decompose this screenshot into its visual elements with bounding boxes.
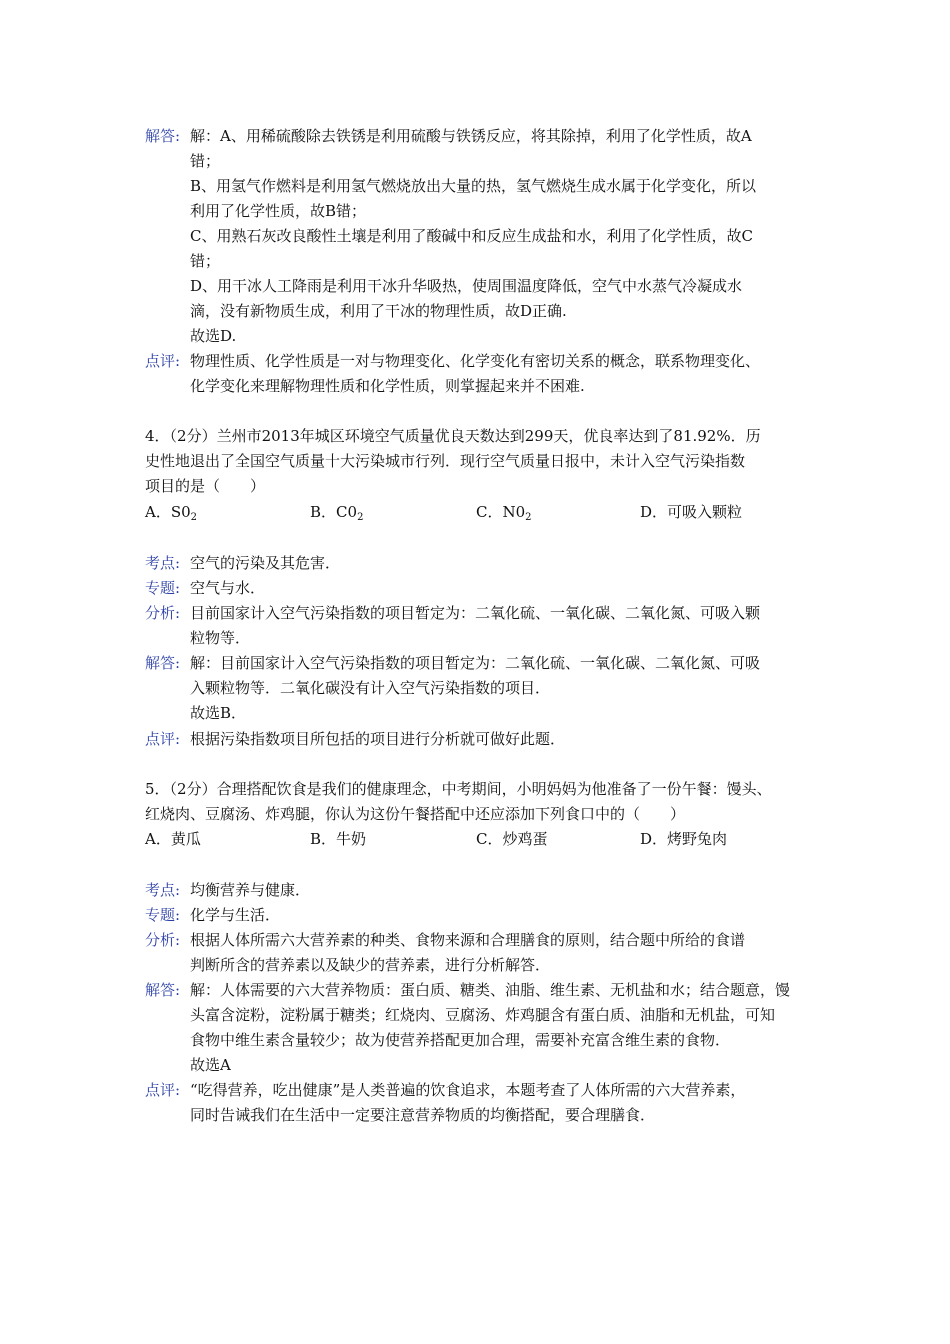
q3-answer-line: 解：A、用稀硫酸除去铁锈是利用硫酸与铁锈反应，将其除掉，利用了化学性质，故A bbox=[190, 127, 752, 145]
q3-answer-line: 利用了化学性质，故B错； bbox=[190, 202, 367, 220]
q5-comment-line: “吃得营养，吃出健康”是人类普遍的饮食追求，本题考查了人体所需的六大营养素， bbox=[190, 1081, 746, 1099]
q3-answer-line: B、用氢气作燃料是利用氢气燃烧放出大量的热，氢气燃烧生成水属于化学变化，所以 bbox=[190, 177, 757, 195]
q5-analysis-line: 判断所含的营养素以及缺少的营养素，进行分析解答． bbox=[190, 956, 551, 974]
q5-question-line: 5．（2分）合理搭配饮食是我们的健康理念，中考期间，小明妈妈为他准备了一份午餐：馒头、 bbox=[145, 780, 772, 798]
q3-comment-line: 化学变化来理解物理性质和化学性质，则掌握起来并不困难. bbox=[190, 377, 585, 395]
q4-answer-line: 入颗粒物等．二氧化碳没有计入空气污染指数的项目． bbox=[190, 679, 551, 697]
q4-answer-line: 解：目前国家计入空气污染指数的项目暂定为：二氧化硫、一氧化碳、二氧化氮、可吸 bbox=[190, 654, 761, 672]
label-topic: 考点: bbox=[145, 554, 181, 572]
q5-answer-line: 头富含淀粉，淀粉属于糖类；红烧肉、豆腐汤、炸鸡腿含有蛋白质、油脂和无机盐，可知 bbox=[190, 1006, 776, 1024]
q4-question-line: 项目的是（ ） bbox=[145, 477, 266, 495]
label-subject: 专题: bbox=[145, 579, 181, 597]
q3-answer-line: 故选D. bbox=[190, 327, 237, 345]
q4-answer-line: 故选B． bbox=[190, 704, 247, 722]
q4-option-b: B．$C0_2$ bbox=[310, 503, 364, 523]
q5-analysis-line: 根据人体所需六大营养素的种类、食物来源和合理膳食的原则，结合题中所给的食谱 bbox=[190, 931, 746, 949]
q3-comment-line: 物理性质、化学性质是一对与物理变化、化学变化有密切关系的概念，联系物理变化、 bbox=[190, 352, 761, 370]
q5-comment-line: 同时告诫我们在生活中一定要注意营养物质的均衡搭配，要合理膳食． bbox=[190, 1106, 656, 1124]
label-answer: 解答: bbox=[145, 981, 181, 999]
q5-option-c: C．炒鸡蛋 bbox=[476, 830, 548, 848]
q5-option-b: B．牛奶 bbox=[310, 830, 367, 848]
q4-comment: 根据污染指数项目所包括的项目进行分析就可做好此题． bbox=[190, 730, 566, 748]
label-comment: 点评: bbox=[145, 730, 181, 748]
q4-option-a: A．$S0_2$ bbox=[145, 503, 198, 523]
q4-topic: 空气的污染及其危害． bbox=[190, 554, 341, 572]
q4-option-d: D．可吸入颗粒 bbox=[640, 503, 743, 521]
q3-answer-line: 滴，没有新物质生成，利用了干冰的物理性质，故D正确. bbox=[190, 302, 567, 320]
label-topic: 考点: bbox=[145, 881, 181, 899]
q3-answer-line: D、用干冰人工降雨是利用干冰升华吸热，使周围温度降低，空气中水蒸气冷凝成水 bbox=[190, 277, 743, 295]
label-answer: 解答: bbox=[145, 654, 181, 672]
q4-question-line: 史性地退出了全国空气质量十大污染城市行列．现行空气质量日报中，未计入空气污染指数 bbox=[145, 452, 746, 470]
q4-question-line: 4．（2分）兰州市2013年城区环境空气质量优良天数达到299天，优良率达到了81.92%．历 bbox=[145, 427, 761, 445]
label-analysis: 分析: bbox=[145, 604, 181, 622]
q5-answer-line: 解：人体需要的六大营养物质：蛋白质、糖类、油脂、维生素、无机盐和水；结合题意，馒 bbox=[190, 981, 791, 999]
q5-subject: 化学与生活． bbox=[190, 906, 281, 924]
q5-option-d: D．烤野兔肉 bbox=[640, 830, 728, 848]
label-comment: 点评: bbox=[145, 1081, 181, 1099]
q5-answer-line: 食物中维生素含量较少；故为使营养搭配更加合理，需要补充富含维生素的食物． bbox=[190, 1031, 731, 1049]
q3-answer-line: 错； bbox=[190, 252, 221, 270]
q5-option-a: A．黄瓜 bbox=[145, 830, 201, 848]
q3-answer-line: C、用熟石灰改良酸性土壤是利用了酸碱中和反应生成盐和水，利用了化学性质，故C bbox=[190, 227, 753, 245]
q4-analysis-line: 粒物等． bbox=[190, 629, 251, 647]
label-subject: 专题: bbox=[145, 906, 181, 924]
q4-option-c: C．$N0_2$ bbox=[476, 503, 532, 523]
label-comment: 点评: bbox=[145, 352, 181, 370]
q5-question-line: 红烧肉、豆腐汤、炸鸡腿，你认为这份午餐搭配中还应添加下列食口中的（ ） bbox=[145, 805, 686, 823]
label-analysis: 分析: bbox=[145, 931, 181, 949]
q4-subject: 空气与水． bbox=[190, 579, 266, 597]
q4-analysis-line: 目前国家计入空气污染指数的项目暂定为：二氧化硫、一氧化碳、二氧化氮、可吸入颗 bbox=[190, 604, 761, 622]
q3-answer-line: 错； bbox=[190, 152, 221, 170]
q5-topic: 均衡营养与健康． bbox=[190, 881, 311, 899]
label-answer: 解答: bbox=[145, 127, 181, 145]
q5-answer-line: 故选A bbox=[190, 1056, 231, 1074]
